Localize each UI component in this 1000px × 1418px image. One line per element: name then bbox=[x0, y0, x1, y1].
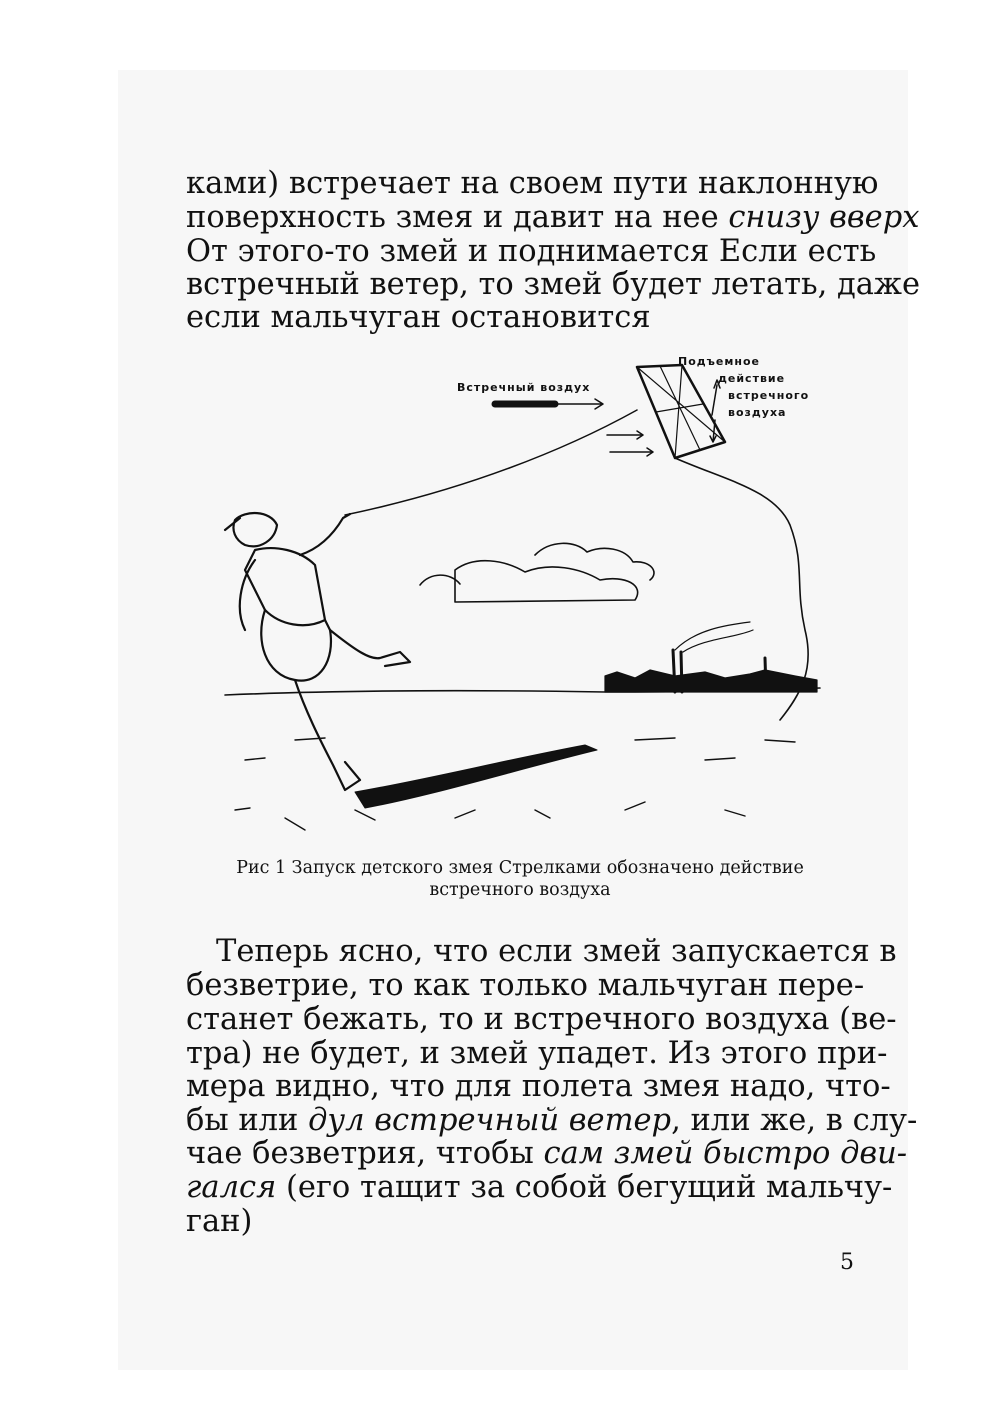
page-number: 5 bbox=[840, 1250, 854, 1275]
paragraph1-emphasis: снизу вверх bbox=[728, 200, 920, 235]
lift-label-line4: воздуха bbox=[728, 406, 787, 419]
boy-shadow bbox=[355, 745, 597, 808]
paragraph1-line1: ками) встречает на своем пути наклонную bbox=[186, 166, 879, 201]
figure-caption-line1: Рис 1 Запуск детского змея Стрелками обозначено действие bbox=[236, 858, 804, 878]
paragraph2-line2: безветрие, то как только мальчуган пере- bbox=[186, 968, 865, 1003]
boy bbox=[225, 513, 410, 790]
paragraph2-line4: тра) не будет, и змей упадет. Из этого при- bbox=[186, 1036, 888, 1071]
paragraph1-line2 bbox=[186, 200, 920, 235]
kite-string bbox=[345, 410, 637, 515]
clouds bbox=[455, 561, 638, 602]
paragraph2-line5: мера видно, что для полета змея надо, что- bbox=[186, 1069, 891, 1104]
paragraph2-line9: ган) bbox=[186, 1204, 253, 1239]
paragraph2-line8-end: (его тащит за собой бегущий мальчу- bbox=[276, 1170, 893, 1205]
ground bbox=[235, 738, 795, 830]
lift-label-line3: встречного bbox=[728, 389, 810, 402]
paragraph2-line7-start: чае безветрия, чтобы bbox=[186, 1136, 534, 1171]
paragraph1-line5: если мальчуган остановится bbox=[186, 300, 651, 335]
paragraph2-line6-emphasis: дул встречный ветер bbox=[308, 1103, 672, 1138]
paragraph2-line6 bbox=[186, 1103, 918, 1138]
lift-label-line1: Подъемное bbox=[678, 355, 760, 368]
paragraph2-line1: Теперь ясно, что если змей запускается в bbox=[216, 934, 897, 969]
oncoming-air-label: Встречный воздух bbox=[457, 381, 591, 394]
paragraph2-line7 bbox=[186, 1136, 908, 1171]
paragraph2-line6-start: бы или bbox=[186, 1103, 299, 1138]
paragraph1-line2-text: поверхность змея и давит на нее bbox=[186, 200, 719, 235]
paragraph2-line7-emphasis: сам змей быстро дви- bbox=[543, 1136, 908, 1171]
paragraph2-line8 bbox=[186, 1170, 893, 1205]
paragraph1-line4: встречный ветер, то змей будет летать, даже bbox=[186, 267, 921, 302]
paragraph2-line3: станет бежать, то и встречного воздуха (ве- bbox=[186, 1002, 897, 1037]
figure-caption-line2: встречного воздуха bbox=[429, 880, 611, 900]
paragraph2-line8-emphasis: гался bbox=[186, 1170, 277, 1205]
paragraph2-line6-end: , или же, в слу- bbox=[671, 1103, 918, 1138]
lift-label-line2: действие bbox=[718, 372, 786, 385]
paragraph1-line3: От этого-то змей и поднимается Если есть bbox=[186, 234, 877, 269]
